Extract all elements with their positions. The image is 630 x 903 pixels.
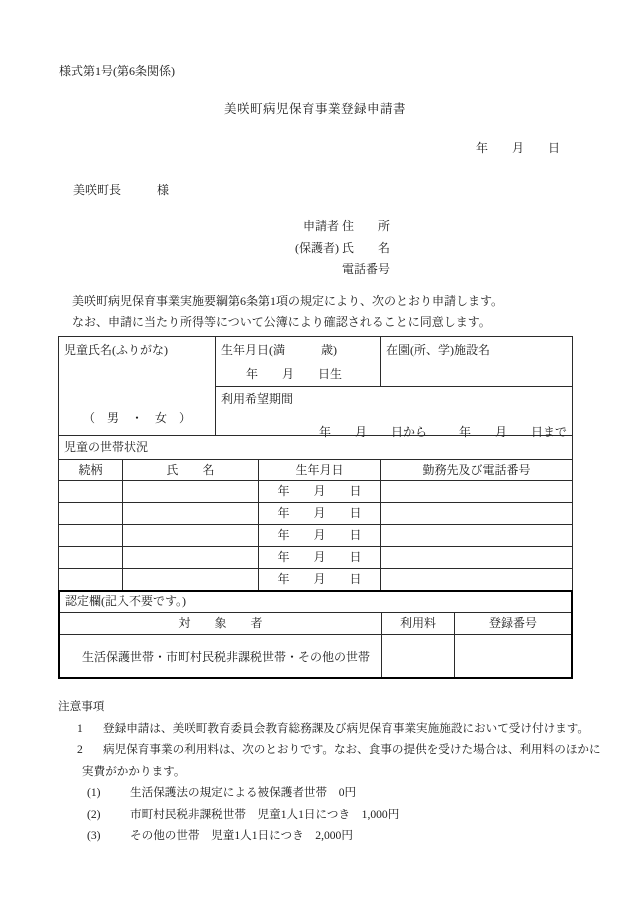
applicant-name-label: 氏 名 <box>342 240 391 255</box>
applicant-phone-label: 電話番号 <box>342 262 391 276</box>
note-subitem-3 <box>58 825 606 847</box>
note-sub-text: その他の世帯 児童1人1日につき 2,000円 <box>130 829 353 842</box>
child-info-row <box>59 337 572 439</box>
note-item-2 <box>58 739 606 782</box>
facility-cell <box>381 337 572 386</box>
col-header-birthdate: 生年月日 <box>259 460 381 480</box>
certification-section-label: 認定欄(記入不要です。) <box>65 594 187 608</box>
addressee-honorific: 様 <box>157 183 170 197</box>
form-number: 様式第1号(第6条関係) <box>59 64 175 78</box>
birthdate-placeholder: 年 月 日生 <box>245 367 342 381</box>
birthdate-cell: 年 月 日 <box>259 481 381 502</box>
relationship-cell <box>59 481 123 502</box>
person-name-cell <box>123 481 259 502</box>
relationship-cell <box>59 525 123 546</box>
relationship-cell <box>59 569 123 590</box>
workplace-cell <box>381 481 572 502</box>
notes-section <box>58 696 606 847</box>
note-sub-number: (2) <box>87 807 101 821</box>
period-to-placeholder: 年 月 日まで <box>458 425 567 439</box>
notes-title: 注意事項 <box>58 700 105 713</box>
household-row <box>59 546 572 568</box>
relationship-cell <box>59 547 123 568</box>
person-name-cell <box>123 525 259 546</box>
birthdate-cell: 年 月 日 <box>259 547 381 568</box>
document-title: 美咲町病児保育事業登録申請書 <box>223 102 406 116</box>
intro-paragraph <box>58 291 584 333</box>
note-subitem-2 <box>58 804 606 826</box>
birthdate-cell: 年 月 日 <box>259 525 381 546</box>
note-text: 登録申請は、美咲町教育委員会教育総務課及び病児保育事業実施施設において受け付けます。 <box>103 721 590 735</box>
person-name-cell <box>123 569 259 590</box>
applicant-label: 申請者 <box>302 219 339 233</box>
note-sub-number: (1) <box>87 786 101 799</box>
intro-line-1: 美咲町病児保育事業実施要綱第6条第1項の規定により、次のとおり申請します。 <box>72 294 504 308</box>
addressee-name: 美咲町長 <box>73 183 122 197</box>
applicant-name-row <box>287 238 390 260</box>
applicant-block <box>287 216 390 281</box>
col-header-relationship: 続柄 <box>59 460 123 480</box>
certification-section <box>58 590 573 679</box>
note-item-1 <box>58 718 606 740</box>
applicant-address-row <box>287 216 390 238</box>
child-name-cell <box>59 337 216 435</box>
relationship-cell <box>59 503 123 524</box>
child-name-label: 児童氏名(ふりがな) <box>64 343 168 357</box>
application-date-line: 年 月 日 <box>475 141 560 155</box>
birthdate-label: 生年月日(満 歳) <box>220 343 337 357</box>
col-header-registration-number: 登録番号 <box>454 613 571 634</box>
applicant-phone-row <box>287 259 390 281</box>
period-label: 利用希望期間 <box>220 392 293 406</box>
birthdate-cell: 年 月 日 <box>259 569 381 590</box>
guardian-label: (保護者) <box>295 240 339 255</box>
household-row <box>59 480 572 502</box>
household-row <box>59 568 572 590</box>
addressee-line <box>73 181 169 198</box>
target-household-types: 生活保護世帯・市町村民税非課税世帯・その他の世帯 <box>82 649 371 664</box>
period-cell <box>216 387 572 458</box>
col-header-workplace: 勤務先及び電話番号 <box>422 463 531 477</box>
household-row <box>59 524 572 546</box>
fee-cell <box>381 635 454 677</box>
facility-label: 在園(所、学)施設名 <box>385 343 490 357</box>
sex-options: （ 男 ・ 女 ） <box>82 411 191 425</box>
workplace-cell <box>381 569 572 590</box>
note-subitem-1 <box>58 782 606 804</box>
workplace-cell <box>381 503 572 524</box>
person-name-cell <box>123 547 259 568</box>
note-text: 病児保育事業の利用料は、次のとおりです。なお、食事の提供を受けた場合は、利用料のほかに実費がかかります。 <box>82 743 601 778</box>
period-from-placeholder: 年 月 日から <box>318 425 427 439</box>
certification-header-row <box>60 612 571 634</box>
workplace-cell <box>381 547 572 568</box>
birthdate-cell: 年 月 日 <box>259 503 381 524</box>
certification-data-row <box>60 634 571 677</box>
col-header-fee: 利用料 <box>381 613 454 634</box>
note-sub-text: 生活保護法の規定による被保護者世帯 0円 <box>130 786 357 799</box>
registration-number-cell <box>454 635 571 677</box>
household-header-row <box>59 459 572 480</box>
workplace-cell <box>381 525 572 546</box>
person-name-cell <box>123 503 259 524</box>
note-sub-number: (3) <box>87 829 101 842</box>
applicant-address-label: 住 所 <box>342 219 391 233</box>
application-table <box>58 336 573 679</box>
col-header-target: 対 象 者 <box>178 616 263 630</box>
birthdate-cell <box>216 337 381 386</box>
col-header-name: 氏 名 <box>123 460 259 480</box>
intro-line-2: なお、申請に当たり所得等について公簿により確認されることに同意します。 <box>72 315 491 329</box>
note-sub-text: 市町村民税非課税世帯 児童1人1日につき 1,000円 <box>130 807 400 821</box>
household-section-label: 児童の世帯状況 <box>59 435 572 459</box>
note-number: 1 <box>77 721 83 735</box>
household-row <box>59 502 572 524</box>
note-number: 2 <box>77 743 83 756</box>
